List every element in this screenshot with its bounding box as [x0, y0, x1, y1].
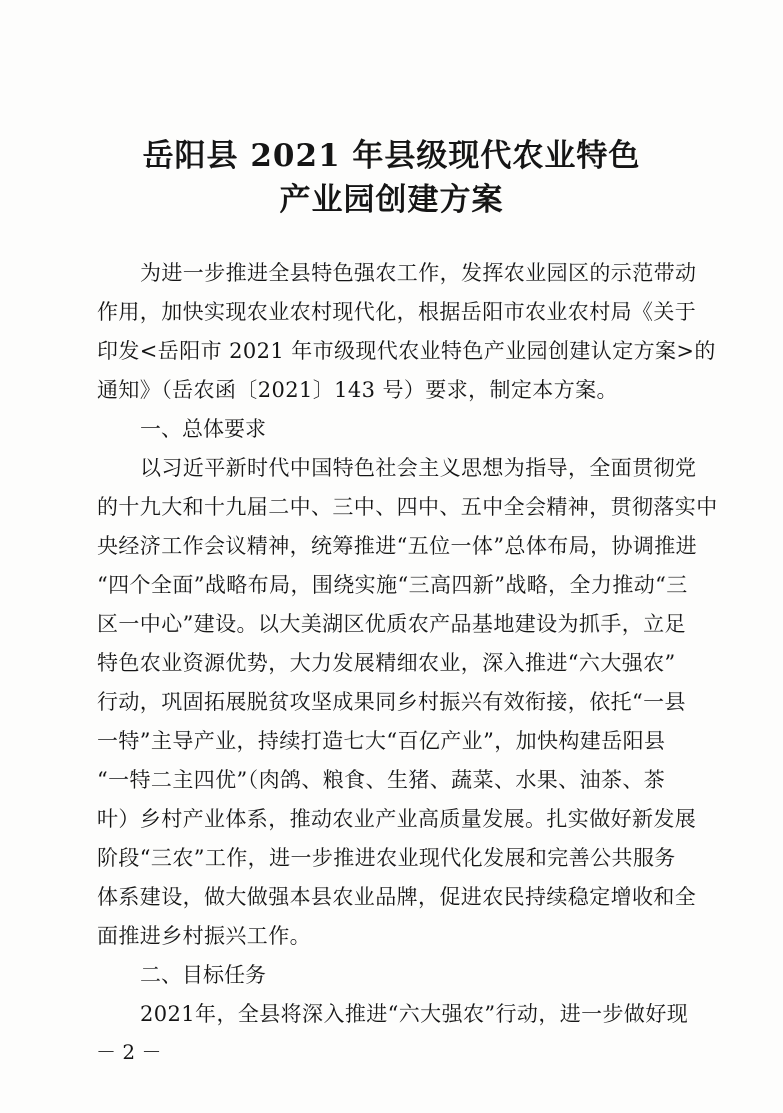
section-heading-general-requirements: 一、总体要求: [140, 417, 266, 441]
section1-line-7: 行动，巩固拓展脱贫攻坚成果同乡村振兴有效衔接，依托“一县: [97, 690, 686, 714]
section1-line-9: “一特二主四优”（肉鸽、粮食、生猪、蔬菜、水果、油茶、茶: [97, 768, 666, 792]
section1-line-8: 一特”主导产业，持续打造七大“百亿产业”，加快构建岳阳县: [97, 729, 666, 753]
section-heading-targets-tasks: 二、目标任务: [140, 963, 266, 987]
section1-line-2: 的十九大和十九届二中、三中、四中、五中全会精神，贯彻落实中: [97, 495, 718, 519]
intro-line-4: 通知》（岳农函〔2021〕143 号）要求，制定本方案。: [97, 378, 618, 402]
document-title-line-1: 岳阳县 2021 年县级现代农业特色: [142, 138, 641, 174]
intro-line-1: 为进一步推进全县特色强农工作，发挥农业园区的示范带动: [140, 261, 697, 285]
section1-line-11: 阶段“三农”工作，进一步推进农业现代化发展和完善公共服务: [97, 846, 676, 870]
section2-line-1: 2021年，全县将深入推进“六大强农”行动，进一步做好现: [140, 1002, 689, 1026]
page-number: － 2 －: [96, 1040, 162, 1064]
document-title-line-2: 产业园创建方案: [279, 182, 504, 218]
intro-line-2: 作用，加快实现农业农村现代化，根据岳阳市农业农村局《关于: [97, 300, 697, 324]
section1-line-3: 央经济工作会议精神，统筹推进“五位一体”总体布局，协调推进: [97, 534, 698, 558]
section1-line-12: 体系建设，做大做强本县农业品牌，促进农民持续稳定增收和全: [97, 885, 697, 909]
intro-line-3: 印发<岳阳市 2021 年市级现代农业特色产业园创建认定方案>的: [97, 339, 716, 363]
section1-line-13: 面推进乡村振兴工作。: [97, 924, 311, 948]
section1-line-1: 以习近平新时代中国特色社会主义思想为指导，全面贯彻党: [140, 456, 697, 480]
section1-line-10: 叶）乡村产业体系，推动农业产业高质量发展。扎实做好新发展: [97, 807, 697, 831]
section1-line-5: 区一中心”建设。以大美湖区优质农产品基地建设为抓手，立足: [97, 612, 686, 636]
section1-line-4: “四个全面”战略布局，围绕实施“三高四新”战略，全力推动“三: [97, 573, 688, 597]
section1-line-6: 特色农业资源优势，大力发展精细农业，深入推进“六大强农”: [97, 651, 676, 675]
